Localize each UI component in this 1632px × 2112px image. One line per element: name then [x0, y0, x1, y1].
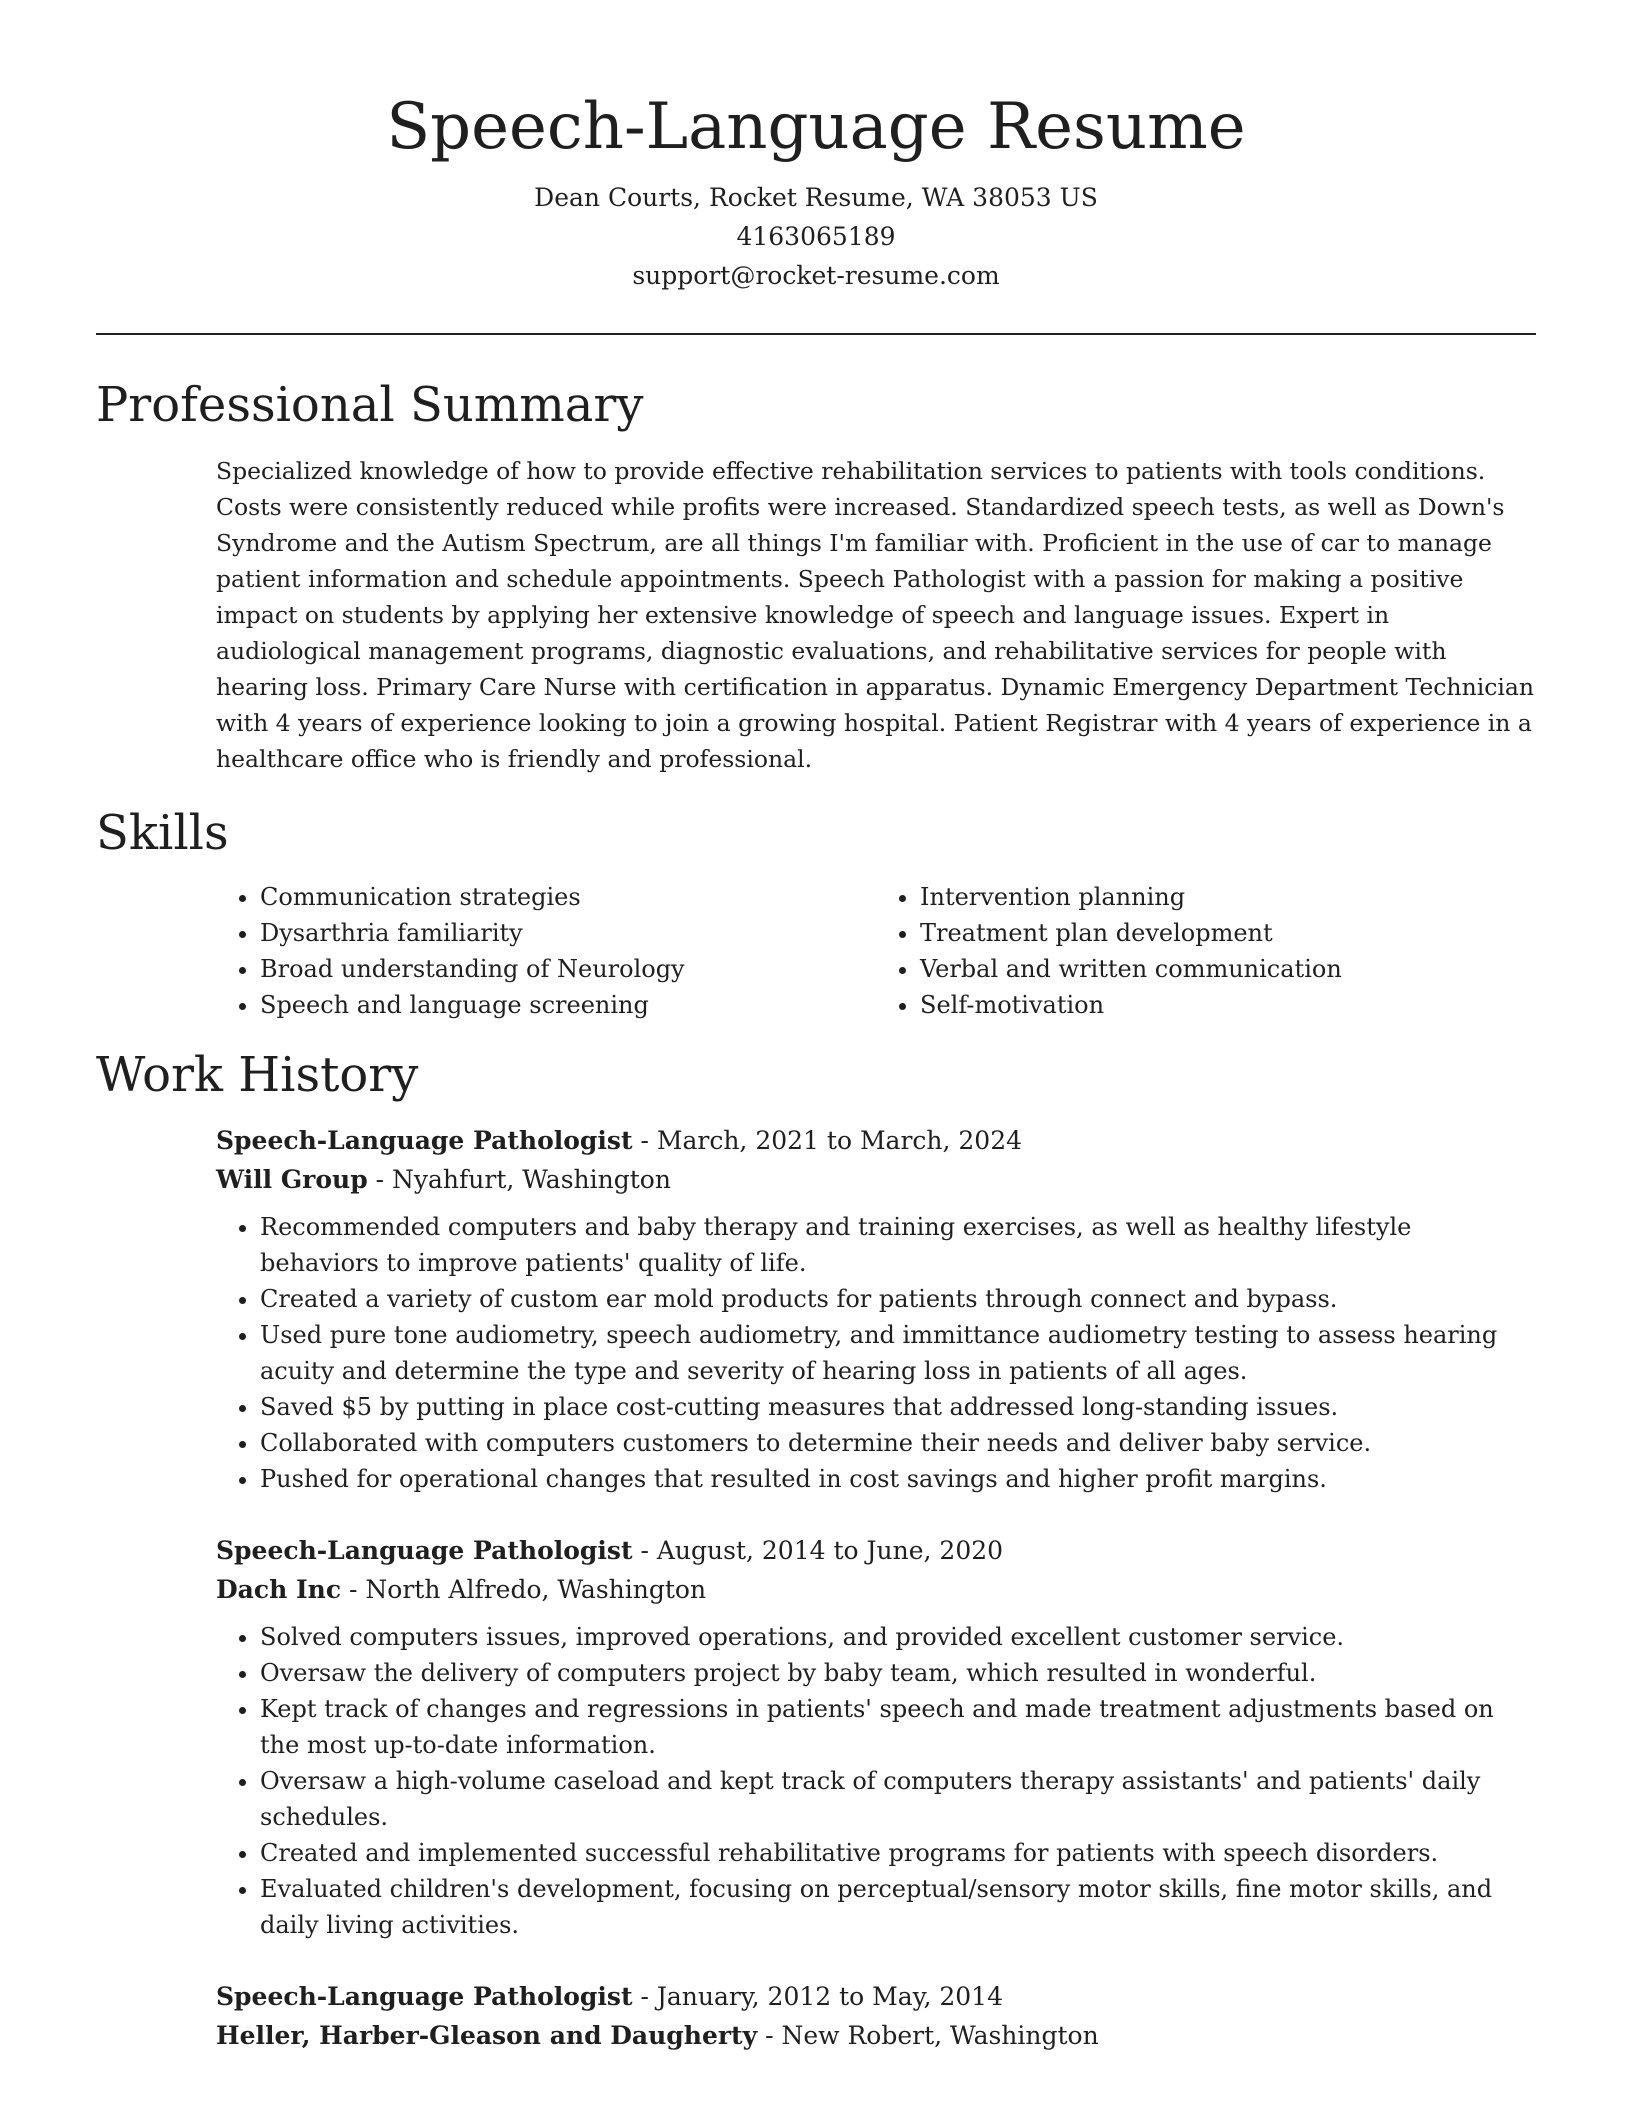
skill-item: • Intervention planning: [920, 879, 1536, 915]
resume-title: Speech-Language Resume: [386, 90, 1246, 164]
job-location: North Alfredo, Washington: [365, 1575, 707, 1604]
job-company: Will Group: [216, 1165, 368, 1194]
skill-item: • Speech and language screening: [260, 987, 876, 1023]
job-bullets: [216, 1619, 1536, 1943]
list-item: • Oversaw a high-volume caseload and kept track of computers therapy assistants' and patients' daily schedules.: [260, 1763, 1536, 1835]
job-title: Speech-Language Pathologist: [216, 1126, 633, 1155]
list-item: • Evaluated children's development, focusing on perceptual/sensory motor skills, fine motor skills, and daily living activities.: [260, 1871, 1536, 1943]
job-company: Dach Inc: [216, 1575, 342, 1604]
skill-item: • Dysarthria familiarity: [260, 915, 876, 951]
work-history-section: [96, 1045, 1536, 2055]
header-divider: [96, 333, 1536, 335]
job-dates: March, 2021 to March, 2024: [656, 1126, 1023, 1155]
job-title: Speech-Language Pathologist: [216, 1536, 633, 1565]
list-item: • Pushed for operational changes that resulted in cost savings and higher profit margins.: [260, 1461, 1536, 1497]
list-item: • Solved computers issues, improved operations, and provided excellent customer service.: [260, 1619, 1536, 1655]
list-item: • Collaborated with computers customers to determine their needs and deliver baby service.: [260, 1425, 1536, 1461]
skills-heading: Skills: [96, 805, 229, 861]
list-item: • Oversaw the delivery of computers project by baby team, which resulted in wonderful.: [260, 1655, 1536, 1691]
resume-page: [96, 0, 1536, 2055]
skills-section: [96, 803, 1536, 1023]
contact-info: [96, 178, 1536, 295]
job-company-line: Will Group - Nyahfurt, Washington: [216, 1165, 671, 1194]
job-location: New Robert, Washington: [781, 2021, 1099, 2050]
skills-list: [216, 879, 1536, 1023]
list-item: • Kept track of changes and regressions in patients' speech and made treatment adjustments based on the most up-to-date information.: [260, 1691, 1536, 1763]
job-title-line: Speech-Language Pathologist - March, 2021 to March, 2024: [216, 1126, 1023, 1155]
job-title-line: Speech-Language Pathologist - January, 2012 to May, 2014: [216, 1982, 1003, 2011]
job-company-line: Dach Inc - North Alfredo, Washington: [216, 1575, 707, 1604]
resume-header: [96, 0, 1536, 335]
skills-column-right: [876, 879, 1536, 1023]
list-item: • Used pure tone audiometry, speech audiometry, and immittance audiometry testing to assess hearing acuity and determine the type and severity of hearing loss in patients of all ages.: [260, 1317, 1536, 1389]
job-dates: January, 2012 to May, 2014: [656, 1982, 1003, 2011]
list-item: • Created and implemented successful rehabilitative programs for patients with speech disorders.: [260, 1835, 1536, 1871]
work-history-heading: Work History: [96, 1047, 419, 1103]
contact-email: support@rocket-resume.com: [632, 261, 1000, 290]
summary-section: [96, 375, 1536, 777]
contact-address: Dean Courts, Rocket Resume, WA 38053 US: [534, 183, 1098, 212]
job-title-line: Speech-Language Pathologist - August, 2014 to June, 2020: [216, 1536, 1004, 1565]
job-location: Nyahfurt, Washington: [392, 1165, 671, 1194]
summary-text: Specialized knowledge of how to provide effective rehabilitation services to patients with tools conditions. Costs were consistently reduced while profits were increased. Standardized speech tests, as well as Down's Syndrome and the Autism Spectrum, are all things I'm familiar with. Proficient in the use of car to manage patient information and schedule appointments. Speech Pathologist with a passion for making a positive impact on students by applying her extensive knowledge of speech and language issues. Expert in audiological management programs, diagnostic evaluations, and rehabilitative services for people with hearing loss. Primary Care Nurse with certification in apparatus. Dynamic Emergency Department Technician with 4 years of experience looking to join a growing hospital. Patient Registrar with 4 years of experience in a healthcare office who is friendly and professional.: [216, 457, 1535, 773]
job-entry: [216, 1121, 1536, 1497]
skill-item: • Broad understanding of Neurology: [260, 951, 876, 987]
list-item: • Created a variety of custom ear mold products for patients through connect and bypass.: [260, 1281, 1536, 1317]
list-item: • Recommended computers and baby therapy and training exercises, as well as healthy lifestyle behaviors to improve patients' quality of life.: [260, 1209, 1536, 1281]
summary-heading: Professional Summary: [96, 377, 644, 433]
contact-phone: 4163065189: [736, 222, 896, 251]
job-company: Heller, Harber-Gleason and Daugherty: [216, 2021, 758, 2050]
skill-item: • Verbal and written communication: [920, 951, 1536, 987]
job-bullets: [216, 1209, 1536, 1497]
job-dates: August, 2014 to June, 2020: [656, 1536, 1004, 1565]
skill-item: • Treatment plan development: [920, 915, 1536, 951]
skill-item: • Self-motivation: [920, 987, 1536, 1023]
job-entry: [216, 1977, 1536, 2055]
job-title: Speech-Language Pathologist: [216, 1982, 633, 2011]
list-item: • Saved $5 by putting in place cost-cutting measures that addressed long-standing issues.: [260, 1389, 1536, 1425]
job-entry: [216, 1531, 1536, 1943]
skills-column-left: [216, 879, 876, 1023]
skill-item: • Communication strategies: [260, 879, 876, 915]
job-company-line: Heller, Harber-Gleason and Daugherty - New Robert, Washington: [216, 2021, 1099, 2050]
